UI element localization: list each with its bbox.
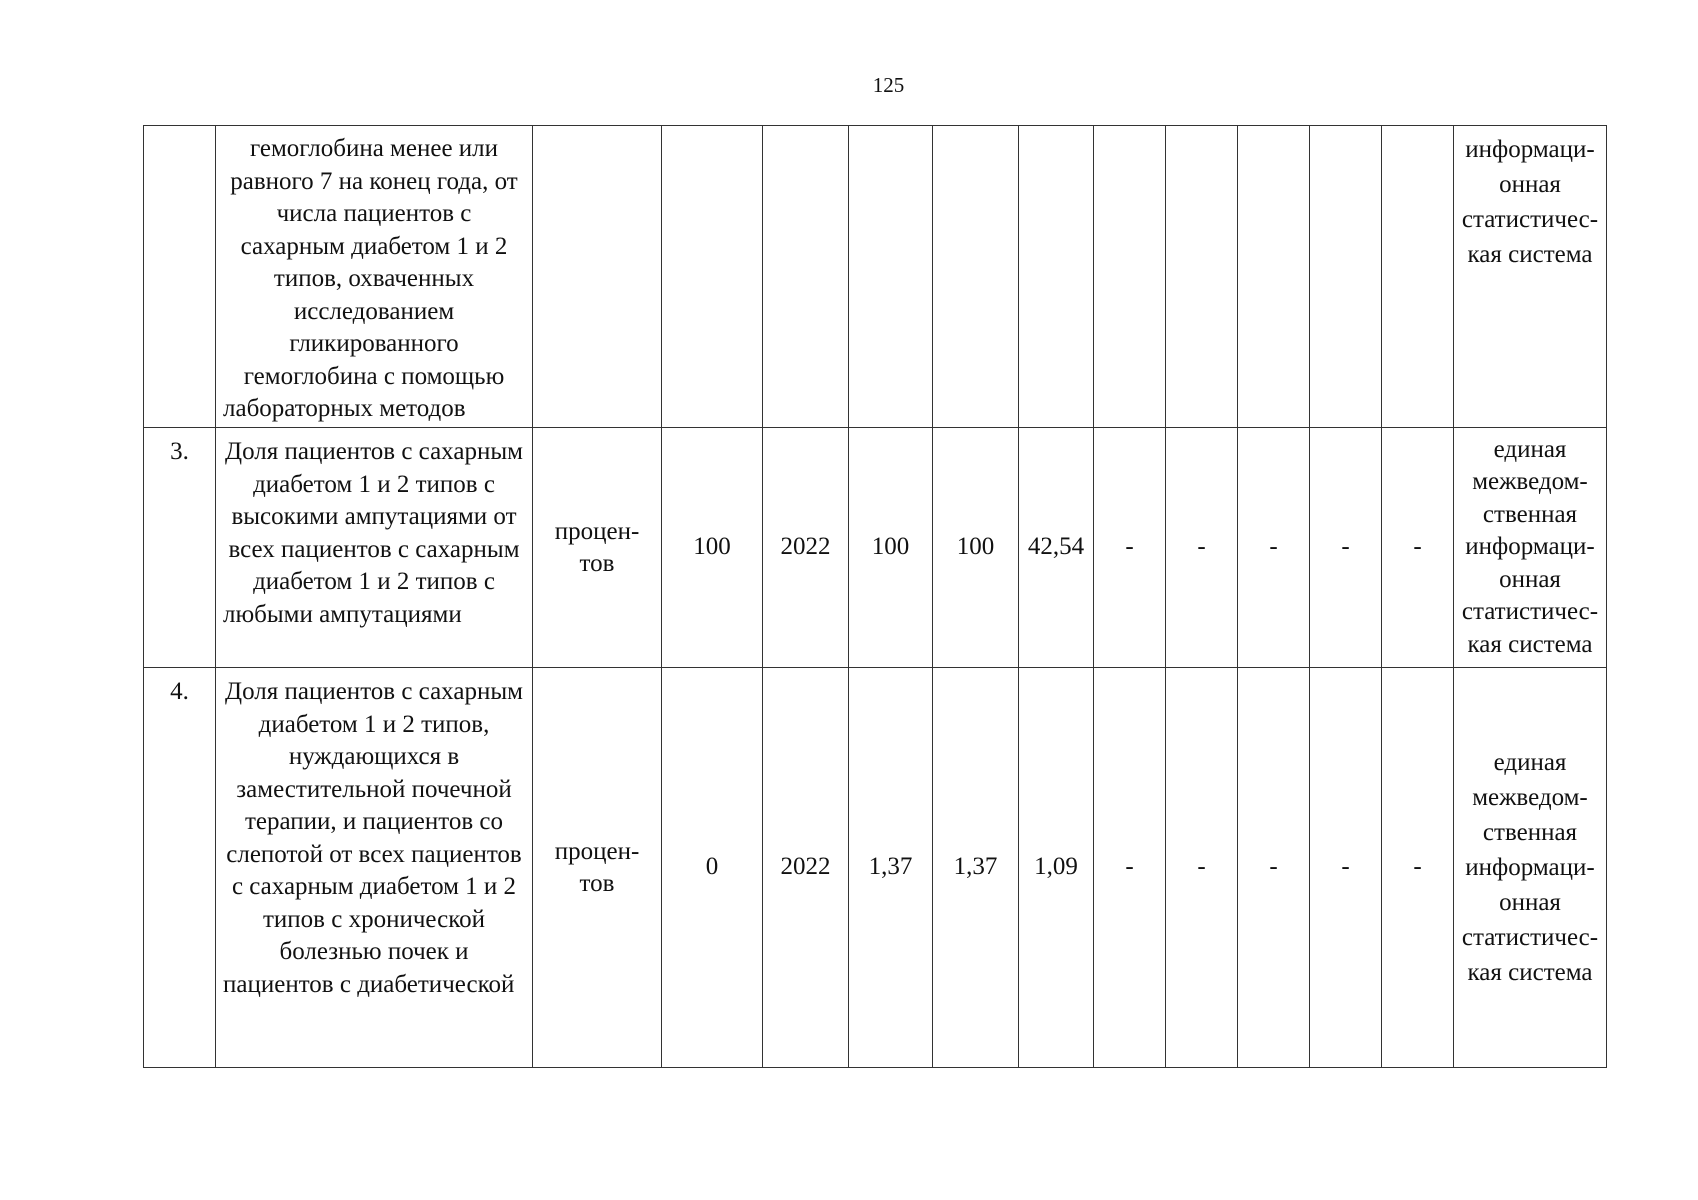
- row-number-cell: 3.: [144, 428, 216, 668]
- indicator-description: гемоглобина менее или равного 7 на конец года, от числа пациентов с сахарным диабетом 1 и 2 типов, охваченных исследованием гликированного гемоглобина с помощью лабораторных методов: [216, 126, 533, 428]
- value-cell: 100: [933, 428, 1019, 668]
- unit-line: процен-: [554, 517, 640, 545]
- value-cell: [1238, 126, 1310, 428]
- base-value-cell: [662, 126, 763, 428]
- value-cell: -: [1310, 668, 1382, 1068]
- unit-cell: [533, 428, 662, 668]
- source-line: кая система: [1467, 959, 1593, 986]
- page-number: 125: [872, 73, 905, 97]
- unit-cell: [533, 126, 662, 428]
- unit-line: тов: [579, 549, 615, 577]
- unit-cell: [533, 668, 662, 1068]
- source-line: статистичес-: [1461, 598, 1599, 626]
- source-line: информаци-: [1465, 136, 1595, 163]
- value-cell: 42,54: [1019, 428, 1094, 668]
- value-cell: 1,09: [1019, 668, 1094, 1068]
- value-cell: -: [1094, 668, 1166, 1068]
- value-cell: -: [1310, 428, 1382, 668]
- source-cell: [1454, 428, 1607, 668]
- table-row: [144, 668, 1607, 1068]
- source-line: межведом-: [1472, 784, 1588, 811]
- source-line: статистичес-: [1461, 206, 1599, 233]
- source-line: статистичес-: [1461, 924, 1599, 951]
- base-value-cell: 0: [662, 668, 763, 1068]
- source-line: кая система: [1467, 630, 1593, 658]
- source-line: онная: [1499, 565, 1561, 593]
- source-line: ственная: [1482, 819, 1578, 846]
- value-cell: -: [1166, 428, 1238, 668]
- source-cell: [1454, 126, 1607, 428]
- source-line: единая: [1493, 435, 1567, 463]
- table-row: [144, 126, 1607, 428]
- table-row: [144, 428, 1607, 668]
- value-cell: [933, 126, 1019, 428]
- indicator-description: Доля пациентов с сахарным диабетом 1 и 2 типов с высокими ампутациями от всех пациентов с сахарным диабетом 1 и 2 типов с любыми ампутациями: [216, 428, 533, 668]
- value-cell: 1,37: [933, 668, 1019, 1068]
- value-cell: [849, 126, 933, 428]
- value-cell: [1019, 126, 1094, 428]
- source-line: кая система: [1467, 241, 1593, 268]
- indicator-description: Доля пациентов с сахарным диабетом 1 и 2 типов, нуждающихся в заместительной почечной терапии, и пациентов со слепотой от всех пациентов с сахарным диабетом 1 и 2 типов с хронической болезнью почек и пациентов с диабетической: [216, 668, 533, 1068]
- base-year-cell: 2022: [763, 428, 849, 668]
- source-line: ственная: [1482, 500, 1578, 528]
- value-cell: [1094, 126, 1166, 428]
- source-line: онная: [1499, 171, 1561, 198]
- unit-line: процен-: [554, 837, 640, 865]
- value-cell: -: [1166, 668, 1238, 1068]
- base-value-cell: 100: [662, 428, 763, 668]
- source-line: онная: [1499, 889, 1561, 916]
- source-line: межведом-: [1472, 468, 1588, 496]
- value-cell: -: [1382, 428, 1454, 668]
- base-year-cell: [763, 126, 849, 428]
- indicators-table: [143, 125, 1607, 1068]
- source-cell: [1454, 668, 1607, 1068]
- base-year-cell: 2022: [763, 668, 849, 1068]
- value-cell: -: [1094, 428, 1166, 668]
- source-line: информаци-: [1465, 533, 1595, 561]
- source-line: информаци-: [1465, 854, 1595, 881]
- value-cell: -: [1238, 668, 1310, 1068]
- value-cell: [1382, 126, 1454, 428]
- value-cell: [1310, 126, 1382, 428]
- value-cell: -: [1238, 428, 1310, 668]
- row-number-cell: [144, 126, 216, 428]
- value-cell: 1,37: [849, 668, 933, 1068]
- value-cell: 100: [849, 428, 933, 668]
- value-cell: [1166, 126, 1238, 428]
- row-number-cell: 4.: [144, 668, 216, 1068]
- value-cell: -: [1382, 668, 1454, 1068]
- source-line: единая: [1493, 749, 1567, 776]
- unit-line: тов: [579, 869, 615, 897]
